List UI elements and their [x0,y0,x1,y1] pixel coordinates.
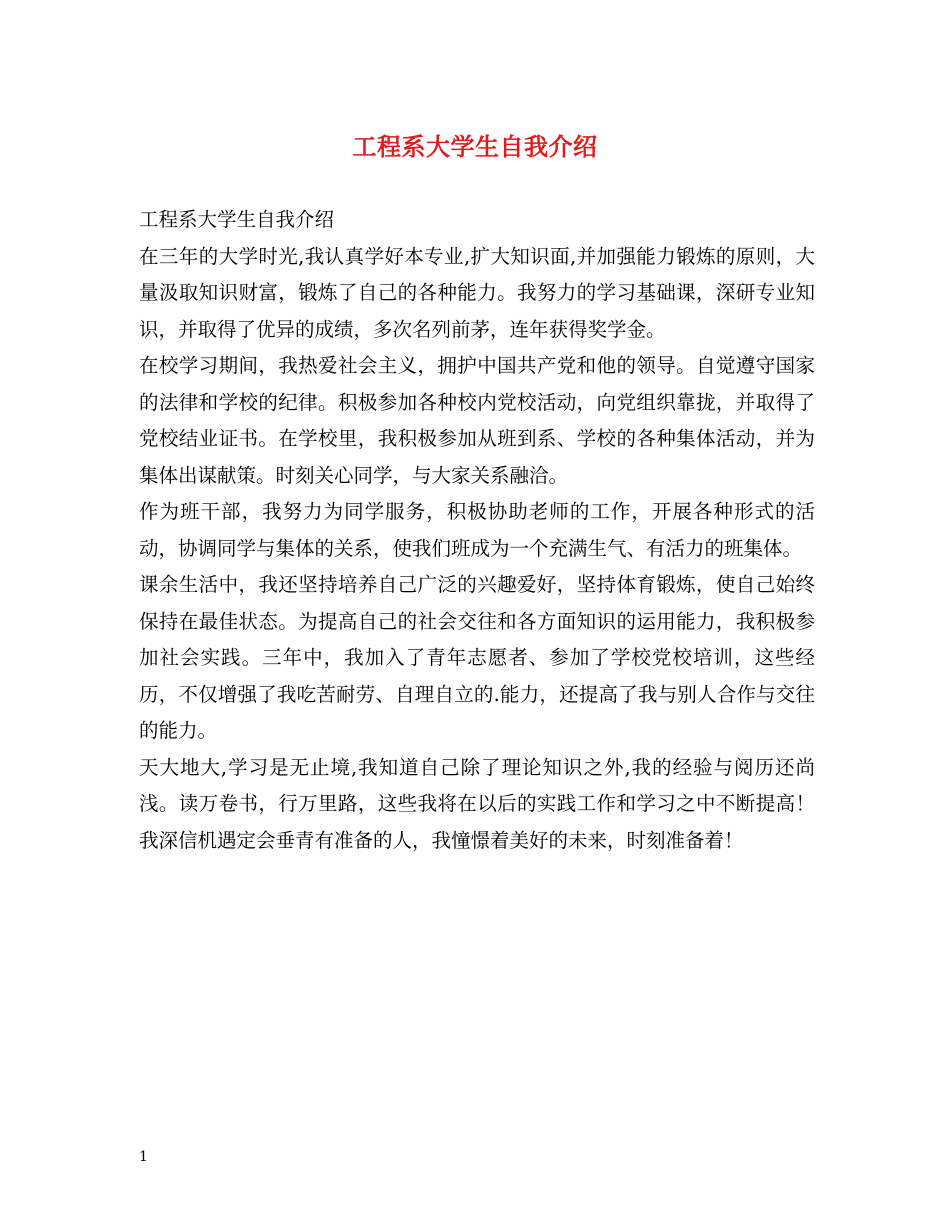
paragraph-hobbies: 课余生活中，我还坚持培养自己广泛的兴趣爱好，坚持体育锻炼，使自己始终保持在最佳状态。为提高自己的社会交往和各方面知识的运用能力，我积极参加社会实践。三年中，我加入了青年志愿者、参加了学校党校培训，这些经历，不仅增强了我吃苦耐劳、自理自立的.能力，还提高了我与别人合作与交往的能力。 [139,573,815,742]
paragraph-conclusion: 天大地大,学习是无止境,我知道自己除了理论知识之外,我的经验与阅历还尚浅。读万卷书，行万里路，这些我将在以后的实践工作和学习之中不断提高！我深信机遇定会垂青有准备的人，我憧憬着美好的未来，时刻准备着！ [139,755,815,852]
paragraph-subtitle: 工程系大学生自我介绍 [139,208,335,231]
paragraph-study: 在三年的大学时光,我认真学好本专业,扩大知识面,并加强能力锻炼的原则，大量汲取知识财富，锻炼了自己的各种能力。我努力的学习基础课，深研专业知识，并取得了优异的成绩，多次名列前茅，连年获得奖学金。 [139,244,815,341]
paragraph-class-cadre: 作为班干部，我努力为同学服务，积极协助老师的工作，开展各种形式的活动，协调同学与集体的关系，使我们班成为一个充满生气、有活力的班集体。 [139,500,815,560]
document-title: 工程系大学生自我介绍 [352,132,598,161]
document-body [139,202,815,859]
page-number: 1 [139,1149,148,1165]
paragraph-politics: 在校学习期间，我热爱社会主义，拥护中国共产党和他的领导。自觉遵守国家的法律和学校的纪律。积极参加各种校内党校活动，向党组织靠拢，并取得了党校结业证书。在学校里，我积极参加从班到系、学校的各种集体活动，并为集体出谋献策。时刻关心同学，与大家关系融洽。 [139,354,815,487]
